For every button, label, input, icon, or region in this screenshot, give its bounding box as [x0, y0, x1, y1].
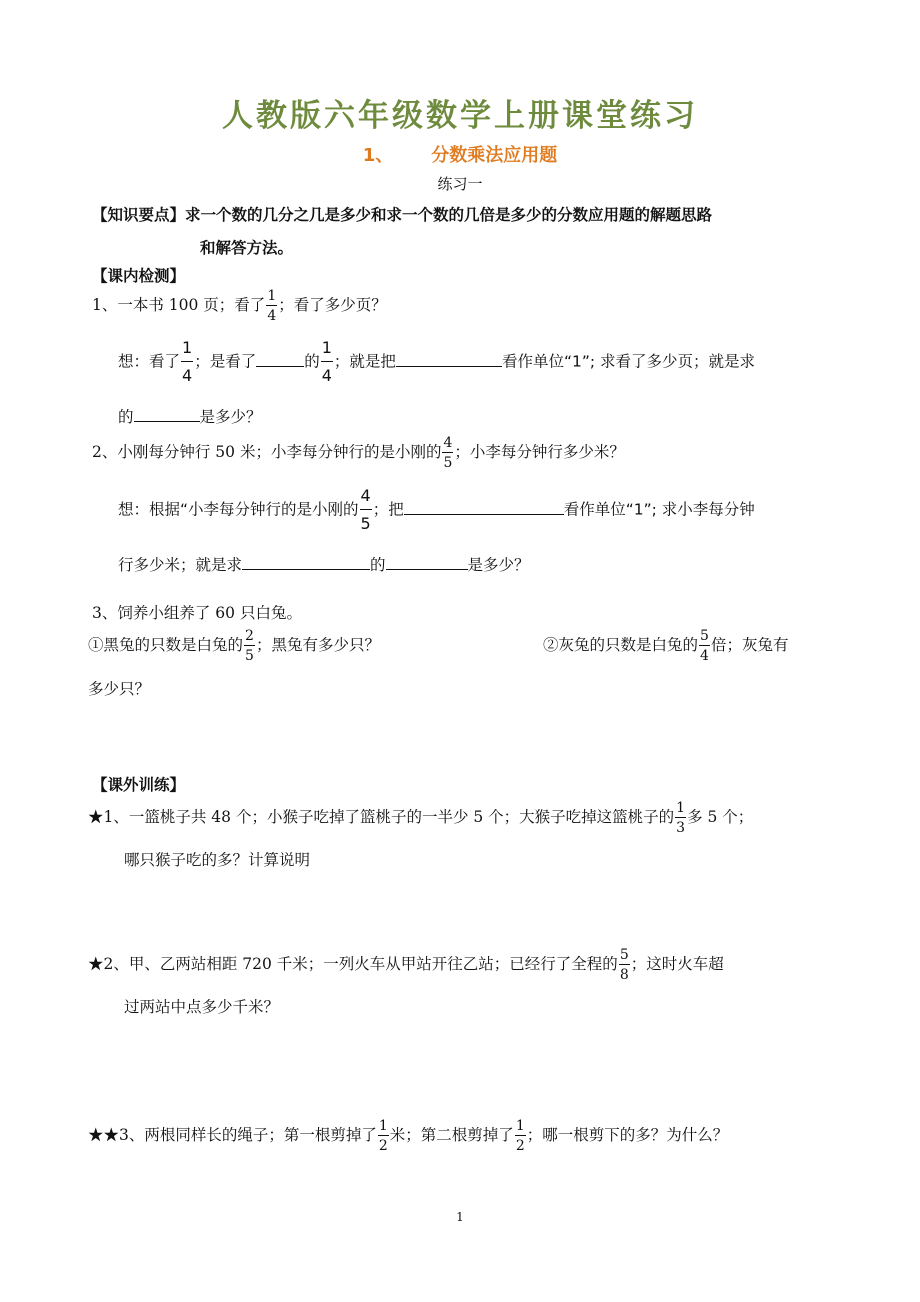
fraction: $\frac{2}{5}$ [245, 628, 254, 664]
question-3-intro: 3、饲养小组养了 60 只白兔。 [92, 604, 302, 622]
exercise-3: ★★3、两根同样长的绳子；第一根剪掉了 $\frac{1}{2}$ 米；第二根剪掉了 $\frac{1}{2}$ ；哪一根剪下的多？为什么？ [88, 1118, 729, 1154]
question-2: 2、小刚每分钟行 50 米；小李每分钟行的是小刚的 $\frac{4}{5}$ ；小李每分钟行多少米？ [92, 435, 625, 471]
answer-blank[interactable] [134, 403, 200, 422]
question-1: 1、一本书 100 页；看了 $\frac{1}{4}$ ；看了多少页？ [92, 288, 387, 324]
question-3-part-2-cont: 多少只？ [88, 680, 151, 698]
exercise-2: ★2、甲、乙两站相距 720 千米；一列火车从甲站开往乙站；已经行了全程的 $\frac{5}{8}$ ；这时火车超 [88, 947, 724, 983]
question-3-part-1: ①黑兔的只数是白兔的 $\frac{2}{5}$ ；黑兔有多少只？ [88, 628, 380, 664]
key-points-line2: 和解答方法。 [200, 239, 294, 257]
section-number: 1、 [362, 145, 394, 166]
answer-blank[interactable] [256, 348, 304, 367]
in-class-label: 【课内检测】 [92, 267, 186, 285]
answer-blank[interactable] [396, 348, 502, 367]
fraction: $\frac{1}{3}$ [676, 800, 686, 836]
exercise-1-line2: 哪只猴子吃的多？计算说明 [124, 851, 311, 869]
question-2-think-line2: 行多少米；就是求 的 是多少？ [118, 551, 530, 575]
key-points-label: 【知识要点】 [92, 206, 186, 224]
section-heading [0, 141, 920, 167]
section-title: 分数乘法应用题 [431, 145, 558, 166]
exercise-1: ★1、一篮桃子共 48 个；小猴子吃掉了篮桃子的一半少 5 个；大猴子吃掉这篮桃子的 $\frac{1}{3}$ 多 5 个； [88, 800, 754, 836]
after-class-label: 【课外训练】 [92, 776, 186, 794]
fraction: $\frac{4}{5}$ [443, 435, 453, 471]
key-points-line1: 【知识要点】求一个数的几分之几是多少和求一个数的几倍是多少的分数应用题的解题思路 [92, 206, 713, 224]
fraction: $\frac{1}{4}$ [267, 288, 277, 324]
page-title: 人教版六年级数学上册课堂练习 [222, 98, 698, 134]
question-1-think-line1: 想：看了 $\frac{1}{4}$ ；是看了 的 $\frac{1}{4}$ ；就是把 看作单位“1”; 求看了多少页；就是求 [118, 338, 756, 385]
exercise-label: 练习一 [437, 175, 483, 193]
question-1-think-line2: 的 是多少？ [118, 403, 262, 427]
page-number: 1 [456, 1210, 464, 1224]
fraction: $\frac{5}{4}$ [700, 628, 709, 664]
question-3-part-2: ②灰兔的只数是白兔的 $\frac{5}{4}$ 倍；灰兔有 [543, 628, 789, 664]
fraction: $\frac{1}{4}$ [321, 338, 332, 385]
fraction: $\frac{4}{5}$ [360, 486, 371, 533]
fraction: $\frac{1}{2}$ [378, 1118, 388, 1154]
fraction: $\frac{1}{2}$ [515, 1118, 525, 1154]
answer-blank[interactable] [404, 496, 564, 515]
answer-blank[interactable] [386, 551, 468, 570]
fraction: $\frac{1}{4}$ [182, 338, 193, 385]
exercise-2-line2: 过两站中点多少千米？ [124, 998, 280, 1016]
fraction: $\frac{5}{8}$ [619, 947, 629, 983]
question-2-think-line1: 想：根据“小李每分钟行的是小刚的 $\frac{4}{5}$ ；把 看作单位“1”; 求小李每分钟 [118, 486, 755, 533]
answer-blank[interactable] [242, 551, 370, 570]
